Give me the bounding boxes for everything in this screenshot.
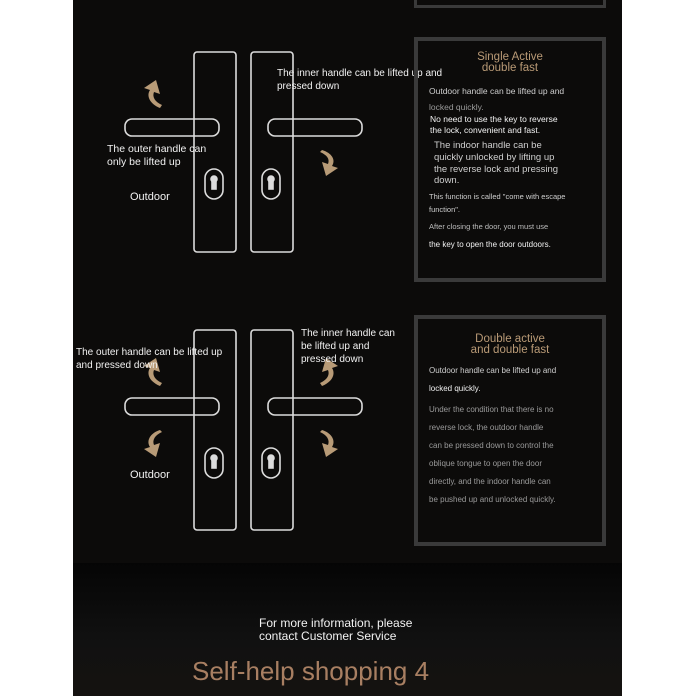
- info-line: function".: [429, 205, 461, 214]
- info-line: This function is called "come with escape: [429, 192, 566, 201]
- info-line: locked quickly.: [429, 102, 484, 112]
- info-line: The indoor handle can be: [434, 140, 542, 151]
- info-box-double-active: [414, 315, 606, 546]
- inner-handle-label: The inner handle can be lifted up and pressed down: [301, 328, 395, 365]
- info-line: be pushed up and unlocked quickly.: [429, 495, 556, 504]
- arrow-down-icon: [144, 430, 162, 457]
- outdoor-label: Outdoor: [130, 469, 170, 481]
- info-box-subtitle: double fast: [481, 62, 539, 74]
- info-line: down.: [434, 175, 460, 186]
- outdoor-label: Outdoor: [130, 191, 170, 203]
- info-line: No need to use the key to reverse: [430, 114, 558, 124]
- info-line: After closing the door, you must use: [429, 222, 549, 231]
- footer-info-line: contact Customer Service: [259, 629, 397, 643]
- footer-info-line: For more information, please: [259, 616, 413, 630]
- inner-handle: [268, 119, 362, 136]
- info-line: quickly unlocked by lifting up: [434, 152, 555, 163]
- info-line: reverse lock, the outdoor handle: [429, 423, 544, 432]
- arrow-down-icon: [320, 430, 338, 457]
- info-line: oblique tongue to open the door: [429, 459, 542, 468]
- info-line: can be pressed down to control the: [429, 441, 554, 450]
- outer-handle-label: The outer handle can be lifted up and pressed down: [76, 347, 223, 371]
- info-line: Under the condition that there is no: [429, 405, 554, 414]
- arrow-down-icon: [320, 150, 338, 176]
- info-box-subtitle: and double fast: [470, 344, 550, 356]
- info-line: Outdoor handle can be lifted up and: [429, 366, 557, 375]
- footer-title: Self-help shopping 4: [192, 656, 430, 686]
- info-line: the reverse lock and pressing: [434, 164, 559, 175]
- outer-handle-label: The outer handle can only be lifted up: [107, 143, 207, 168]
- info-line: the key to open the door outdoors.: [429, 240, 551, 249]
- info-box-single-active: [414, 37, 606, 282]
- info-box-title: Single Active: [477, 51, 543, 63]
- info-line: locked quickly.: [429, 384, 481, 393]
- info-box-title: Double active: [475, 333, 545, 345]
- info-line: Outdoor handle can be lifted up and: [429, 86, 565, 96]
- inner-handle-label: The inner handle can be lifted up and pressed down: [277, 68, 443, 92]
- outer-handle: [125, 119, 219, 136]
- arrow-up-icon: [144, 80, 162, 108]
- info-line: directly, and the indoor handle can: [429, 477, 551, 486]
- info-line: the lock, convenient and fast.: [430, 125, 541, 135]
